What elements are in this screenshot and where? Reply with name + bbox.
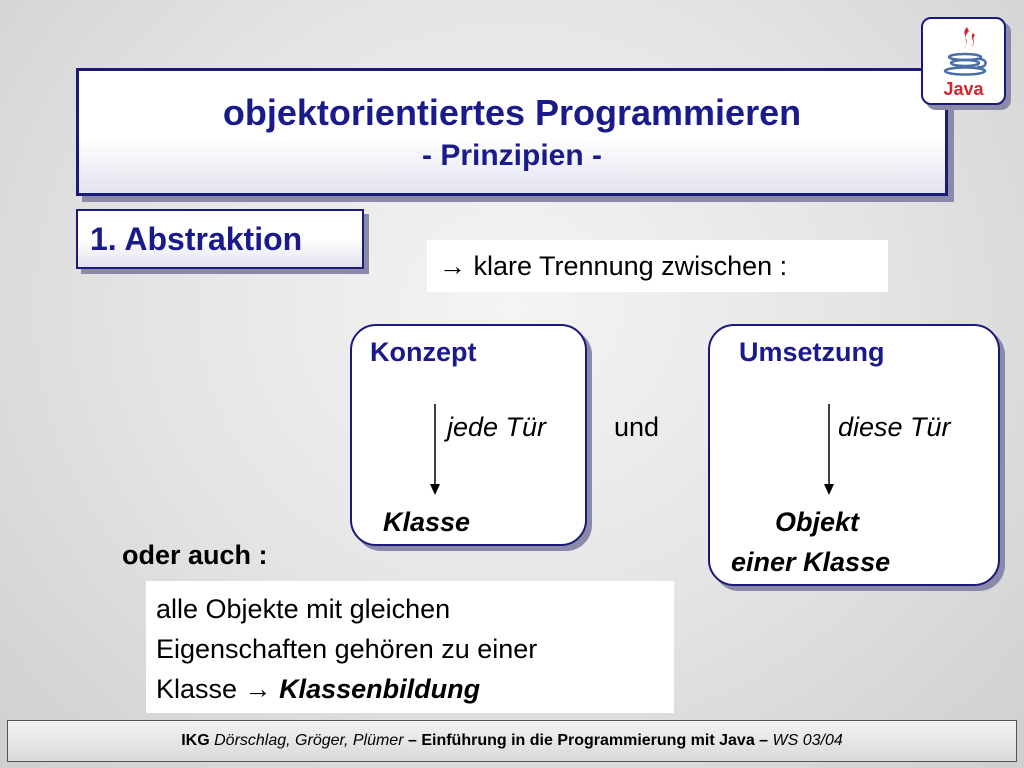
arrow-right-icon: → [439, 251, 466, 281]
implementation-result-line2: einer Klasse [731, 547, 891, 577]
definition-line: Eigenschaften gehören zu einer [156, 634, 538, 664]
footer-org: IKG [181, 732, 210, 749]
definition-box [146, 581, 674, 713]
page-subtitle: - Prinzipien - [422, 139, 602, 172]
footer-term: WS 03/04 [772, 732, 843, 749]
page-title: objektorientiertes Programmieren [222, 92, 802, 133]
hint-text: klare Trennung zwischen : [466, 251, 788, 281]
title-box [76, 68, 948, 196]
arrow-down-icon [428, 404, 442, 496]
concept-heading: Konzept [370, 337, 477, 367]
concept-result: Klasse [383, 507, 471, 537]
section-heading: 1. Abstraktion [76, 209, 364, 269]
alternative-label: oder auch : [122, 540, 268, 570]
implementation-heading: Umsetzung [739, 337, 885, 367]
hint-box [427, 240, 888, 292]
footer [7, 720, 1017, 762]
java-logo-text: Java [943, 79, 984, 99]
definition-line: alle Objekte mit gleichen [156, 594, 451, 624]
definition-line [156, 669, 674, 709]
connector-text: und [614, 412, 660, 442]
arrow-down-icon [822, 404, 836, 496]
footer-course: – Einführung in die Programmierung mit Java – [407, 732, 769, 749]
definition-emphasis: Klassenbildung [279, 674, 481, 704]
concept-example: jede Tür [447, 412, 547, 442]
arrow-right-icon: → [244, 674, 272, 704]
java-logo [921, 17, 1006, 105]
implementation-example: diese Tür [838, 412, 951, 442]
footer-authors: Dörschlag, Gröger, Plümer [214, 732, 404, 749]
implementation-result-line1: Objekt [775, 507, 860, 537]
definition-line3-prefix: Klasse [156, 674, 245, 704]
